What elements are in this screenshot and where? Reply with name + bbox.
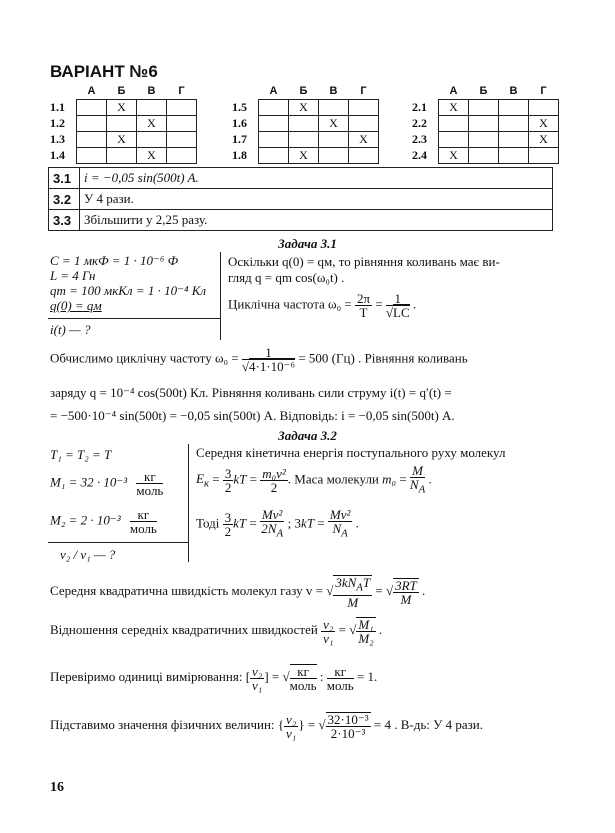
task-3-1-find: i(t) — ? [50,322,91,337]
divider [48,542,188,543]
task-3-2-paragraph2: Відношення середніх квадратичних швидкостей $\frac{\text{v₂}}{\text{v₁}}$ = √ $\frac{\text{M₁}}{\text{M₂}}$ . [50,616,383,646]
answer-grid-2: А Б В Г 1.5 X 1.6 X 1.7 X 1.8 X [232,84,379,164]
task-3-1-paragraph3: = −500·10⁻⁴ sin(500t) = −0,05 sin(500t) А. Відповідь: i = −0,05 sin(500t) А. [50,408,455,423]
task-3-2-given-m2: M₂ = 2 · 10⁻³ $\frac{кг}{\text{моль}}$ [50,507,157,536]
task-3-1-given: C = 1 мкФ = 1 · 10⁻⁶ Ф L = 4 Гн qm = 100 мкКл = 1 · 10⁻⁴ Кл q(0) = qм [50,253,207,313]
task-3-2-paragraph3: Перевіримо одиниці вимірювання: [ $\frac{\text{v₂}}{\text{v₁}}$ ] = √ $\frac{кг}{\text{моль}}$ : $\frac{кг}{\text{моль}}$ = 1. [50,663,378,693]
task-3-2-paragraph4: Підставимо значення фізичних величин: { $\frac{\text{v₂}}{\text{v₁}}$ } = √ $\frac{\text{32·10⁻³}}{\text{2·10⁻³}}$ = 4 . В-дь: У 4 рази. [50,711,483,741]
task-3-2-find: v₂ / v₁ — ? [60,547,116,562]
divider [220,252,221,340]
answer-row: 3.2 У 4 рази. [49,189,553,210]
task-3-1-cyclic-frequency: Циклічна частота ω₀ = $\frac{2\pi}{T}$ = $\frac{1}{√LC}$ . [228,291,417,320]
task-3-2-given-m1: M₁ = 32 · 10⁻³ $\frac{кг}{\text{моль}}$ [50,469,164,498]
task-3-1-solution-line2: гляд q = qm cos(ω₀t) . [228,270,345,285]
task-3-2-heading: Задача 3.2 [278,428,337,443]
task-3-2-paragraph1: Середня квадратична швидкість молекул газу v = √ $\frac{3kN_AT}{M}$ = √ $\frac{3RT}{M}$ . [50,575,426,610]
task-3-1-heading: Задача 3.1 [278,236,337,251]
page-number: 16 [50,780,64,795]
answers-table [48,167,553,231]
task-3-2-given-t: T₁ = T₂ = T [50,447,112,462]
task-3-1-paragraph1: Обчислимо циклічну частоту ω₀ = $\frac{1}{\text{√4·1·10⁻⁶}}$ = 500 (Гц) . Рівняння коливань [50,345,468,374]
divider [48,318,220,319]
task-3-2-solution-line1: Середня кінетична енергія поступального руху молекул [196,445,506,460]
answer-grid-3: А Б В Г 2.1 X 2.2 X 2.3 X 2.4 X [412,84,559,164]
page-title: ВАРІАНТ №6 [50,62,158,81]
task-3-1-paragraph2: заряду q = 10⁻⁴ cos(500t) Кл. Рівняння коливань сили струму i(t) = q′(t) = [50,385,452,400]
answer-grid-1: А Б В Г 1.1 X 1.2 X 1.3 X 1.4 X [50,84,197,164]
divider [188,444,189,562]
task-3-1-solution-line1: Оскільки q(0) = qм, то рівняння коливань має ви- [228,254,500,269]
answer-row: 3.3 Збільшити у 2,25 разу. [49,210,553,231]
answer-row: 3.1 i = −0,05 sin(500t) A. [49,168,553,189]
task-3-2-solution-line3: Тоді $\frac{3}{2}$ kT = $\frac{\text{Mv²}}{2N_A}$ ; 3kT = $\frac{\text{Mv²}}{N_A}$ . [196,507,359,540]
task-3-2-solution-line2: $E_к$ = $\frac{3}{2}$ kT = $\frac{\text{m₀v²}}{2}$ . Маса молекули m₀ = $\frac{M}{N_A}$ . [196,463,432,496]
